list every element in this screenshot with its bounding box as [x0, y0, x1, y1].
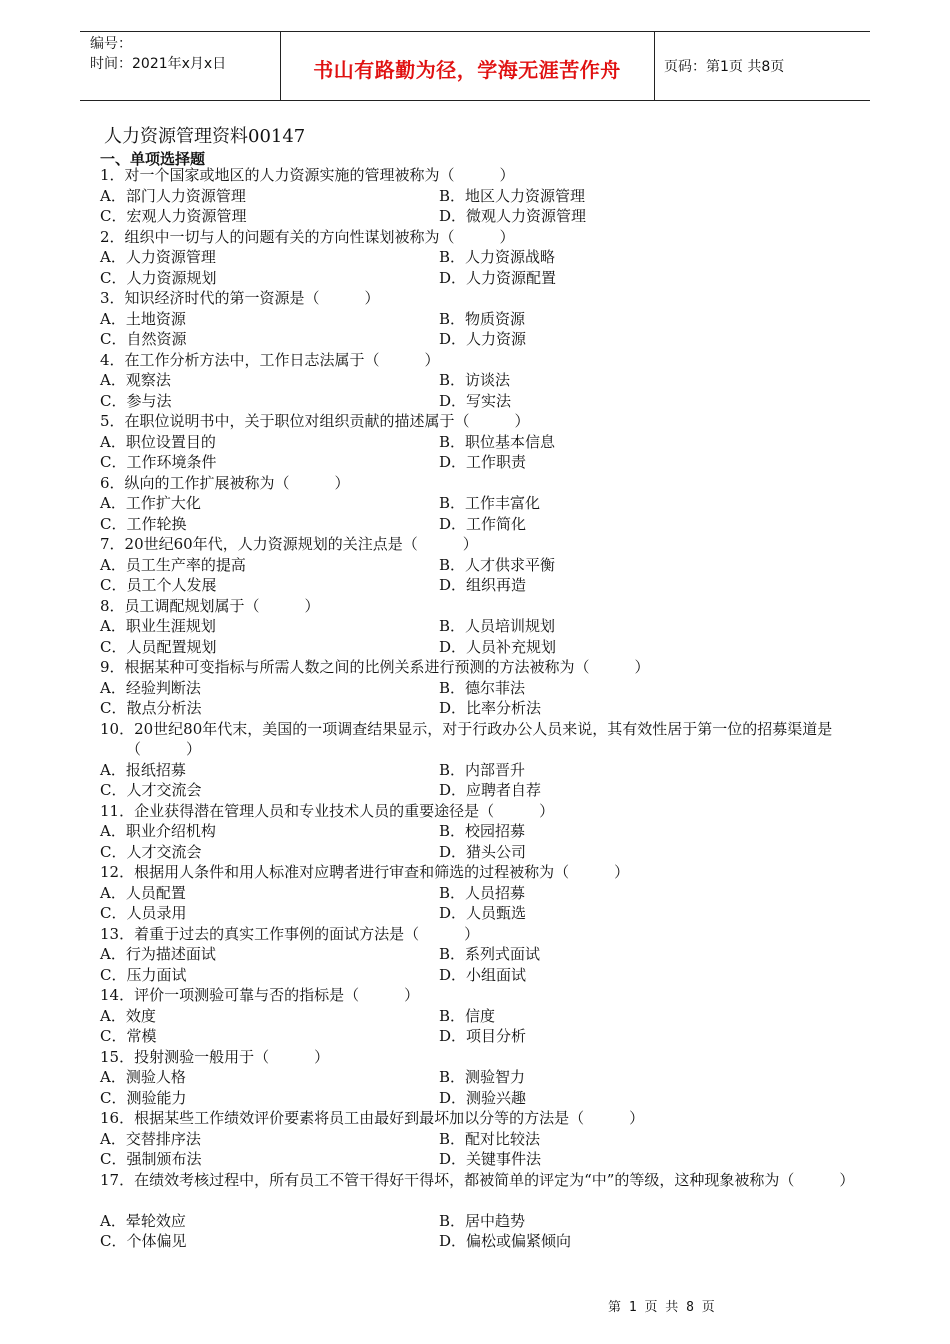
answer-option: A．晕轮效应 — [100, 1211, 186, 1230]
answer-option: C．人力资源规划 — [100, 268, 217, 287]
answer-option: C．强制颁布法 — [100, 1150, 202, 1168]
question-stem: 4．在工作分析方法中，工作日志法属于（ ） — [100, 350, 440, 369]
answer-option: A．效度 — [100, 1006, 156, 1025]
option-row — [100, 206, 860, 227]
question-stem: 8．员工调配规划属于（ ） — [100, 596, 320, 615]
option-row — [100, 309, 860, 330]
header-motto: 书山有路勤为径，学海无涯苦作舟 — [313, 58, 621, 82]
answer-option: B．人才供求平衡 — [439, 555, 556, 574]
option-row — [100, 1149, 860, 1170]
option-row — [100, 186, 860, 207]
option-row — [100, 944, 860, 965]
answer-option: D．比率分析法 — [439, 699, 542, 717]
answer-option: B．信度 — [439, 1006, 496, 1025]
question-stem: 12．根据用人条件和用人标准对应聘者进行审查和筛选的过程被称为（ ） — [100, 863, 630, 881]
page-header — [80, 31, 870, 101]
answer-option: C．自然资源 — [100, 330, 187, 348]
answer-option: D．人力资源配置 — [439, 268, 557, 287]
question-stem: 9．根据某种可变指标与所需人数之间的比例关系进行预测的方法被称为（ ） — [100, 658, 650, 676]
answer-option: B．配对比较法 — [439, 1129, 541, 1148]
option-row — [100, 1067, 860, 1088]
answer-option: C．个体偏见 — [100, 1232, 187, 1250]
page-footer: 第 1 页 共 8 页 — [608, 1300, 715, 1315]
option-row — [100, 268, 860, 289]
option-row — [100, 616, 860, 637]
answer-option: A．测验人格 — [100, 1068, 186, 1086]
question-stem: 7．20世纪60年代，人力资源规划的关注点是（ ） — [100, 535, 478, 553]
answer-option: D．组织再造 — [439, 576, 527, 594]
answer-option: D．项目分析 — [439, 1027, 527, 1045]
answer-option: D．人员补充规划 — [439, 637, 557, 656]
option-row — [100, 247, 860, 268]
question-stem: 2．组织中一切与人的问题有关的方向性谋划被称为（ ） — [100, 227, 515, 246]
answer-option: B．系列式面试 — [439, 945, 541, 963]
option-row — [100, 821, 860, 842]
option-row — [100, 1231, 860, 1252]
option-row — [100, 965, 860, 986]
answer-option: B．人员培训规划 — [439, 617, 556, 635]
answer-option: D．工作职责 — [439, 453, 527, 471]
option-row — [100, 329, 860, 350]
answer-option: A．土地资源 — [100, 309, 186, 328]
answer-option: C．散点分析法 — [100, 699, 202, 717]
answer-option: C．员工个人发展 — [100, 576, 217, 594]
answer-option: A．工作扩大化 — [100, 494, 201, 512]
question-stem: 16．根据某些工作绩效评价要素将员工由最好到最坏加以分等的方法是（ ） — [100, 1109, 645, 1127]
question-stem: 10．20世纪80年代末，美国的一项调查结果显示，对于行政办公人员来说，其有效性居于第一位的招募渠道是（ ） — [100, 719, 833, 758]
option-row — [100, 452, 860, 473]
question-stem: 11．企业获得潜在管理人员和专业技术人员的重要途径是（ ） — [100, 801, 555, 820]
option-row — [100, 1211, 860, 1232]
answer-option: A．经验判断法 — [100, 678, 201, 697]
answer-option: D．人力资源 — [439, 330, 527, 348]
answer-option: A．行为描述面试 — [100, 945, 216, 963]
answer-option: A．职位设置目的 — [100, 432, 216, 451]
option-row — [100, 432, 860, 453]
answer-option: B．人员招募 — [439, 883, 526, 902]
answer-option: D．人员甄选 — [439, 904, 527, 922]
option-row — [100, 370, 860, 391]
answer-option: B．访谈法 — [439, 371, 511, 389]
answer-option: B．物质资源 — [439, 309, 526, 328]
answer-option: A．员工生产率的提高 — [100, 555, 246, 574]
question-stem: 6．纵向的工作扩展被称为（ ） — [100, 473, 350, 492]
question-list — [100, 165, 860, 1252]
answer-option: A．职业生涯规划 — [100, 617, 216, 635]
date-label: 时间：2021年x月x日 — [90, 56, 227, 72]
answer-option: B．内部晋升 — [439, 760, 526, 779]
answer-option: D．关键事件法 — [439, 1150, 542, 1168]
option-row — [100, 1129, 860, 1150]
answer-option: D．写实法 — [439, 391, 512, 410]
answer-option: C．人员配置规划 — [100, 637, 217, 656]
option-row — [100, 842, 860, 863]
option-row — [100, 514, 860, 535]
answer-option: C．工作轮换 — [100, 514, 187, 533]
question-stem: 3．知识经济时代的第一资源是（ ） — [100, 289, 380, 307]
answer-option: D．微观人力资源管理 — [439, 207, 587, 225]
answer-option: A．观察法 — [100, 371, 171, 389]
answer-option: D．工作简化 — [439, 514, 527, 533]
option-row — [100, 1006, 860, 1027]
document-title: 人力资源管理资料00147 — [104, 126, 306, 147]
answer-option: D．猎头公司 — [439, 842, 527, 861]
answer-option: A．人力资源管理 — [100, 248, 216, 266]
option-row — [100, 903, 860, 924]
answer-option: D．偏松或偏紧倾向 — [439, 1232, 572, 1250]
answer-option: C．宏观人力资源管理 — [100, 207, 247, 225]
answer-option: C．参与法 — [100, 391, 172, 410]
answer-option: A．报纸招募 — [100, 760, 186, 779]
answer-option: C．工作环境条件 — [100, 453, 217, 471]
header-divider — [654, 32, 655, 100]
question-stem: 14．评价一项测验可靠与否的指标是（ ） — [100, 986, 420, 1004]
option-row — [100, 678, 860, 699]
section-title: 一、单项选择题 — [100, 150, 206, 168]
answer-option: C．人才交流会 — [100, 842, 202, 861]
answer-option: D．测验兴趣 — [439, 1088, 527, 1107]
header-meta — [90, 34, 278, 74]
answer-option: A．部门人力资源管理 — [100, 186, 246, 205]
answer-option: C．人才交流会 — [100, 781, 202, 799]
answer-option: C．人员录用 — [100, 904, 187, 922]
option-row — [100, 760, 860, 781]
question-stem: 1．对一个国家或地区的人力资源实施的管理被称为（ ） — [100, 166, 515, 184]
option-row — [100, 493, 860, 514]
answer-option: A．交替排序法 — [100, 1129, 201, 1148]
question-stem: 17．在绩效考核过程中，所有员工不管干得好干得坏，都被简单的评定为“中”的等级，这种现象被称为（ ） — [100, 1170, 855, 1189]
answer-option: A．人员配置 — [100, 883, 186, 902]
question-stem: 15．投射测验一般用于（ ） — [100, 1047, 330, 1066]
answer-option: C．常模 — [100, 1027, 157, 1045]
answer-option: D．小组面试 — [439, 965, 527, 984]
answer-option: B．测验智力 — [439, 1068, 526, 1086]
option-row — [100, 1026, 860, 1047]
option-row — [100, 780, 860, 801]
answer-option: B．居中趋势 — [439, 1211, 526, 1230]
answer-option: B．职位基本信息 — [439, 432, 556, 451]
option-row — [100, 555, 860, 576]
answer-option: B．地区人力资源管理 — [439, 186, 586, 205]
answer-option: D．应聘者自荐 — [439, 781, 542, 799]
option-row — [100, 1088, 860, 1109]
answer-option: B．人力资源战略 — [439, 248, 556, 266]
answer-option: C．压力面试 — [100, 965, 187, 984]
option-row — [100, 575, 860, 596]
question-stem: 5．在职位说明书中，关于职位对组织贡献的描述属于（ ） — [100, 412, 530, 430]
option-row — [100, 391, 860, 412]
option-row — [100, 883, 860, 904]
answer-option: A．职业介绍机构 — [100, 822, 216, 840]
option-row — [100, 698, 860, 719]
answer-option: B．德尔菲法 — [439, 678, 526, 697]
header-page-info: 页码：第1页 共8页 — [664, 59, 785, 75]
answer-option: B．工作丰富化 — [439, 494, 541, 512]
answer-option: C．测验能力 — [100, 1088, 187, 1107]
option-row — [100, 637, 860, 658]
question-stem: 13．着重于过去的真实工作事例的面试方法是（ ） — [100, 924, 480, 943]
answer-option: B．校园招募 — [439, 822, 526, 840]
code-label: 编号： — [90, 36, 132, 52]
